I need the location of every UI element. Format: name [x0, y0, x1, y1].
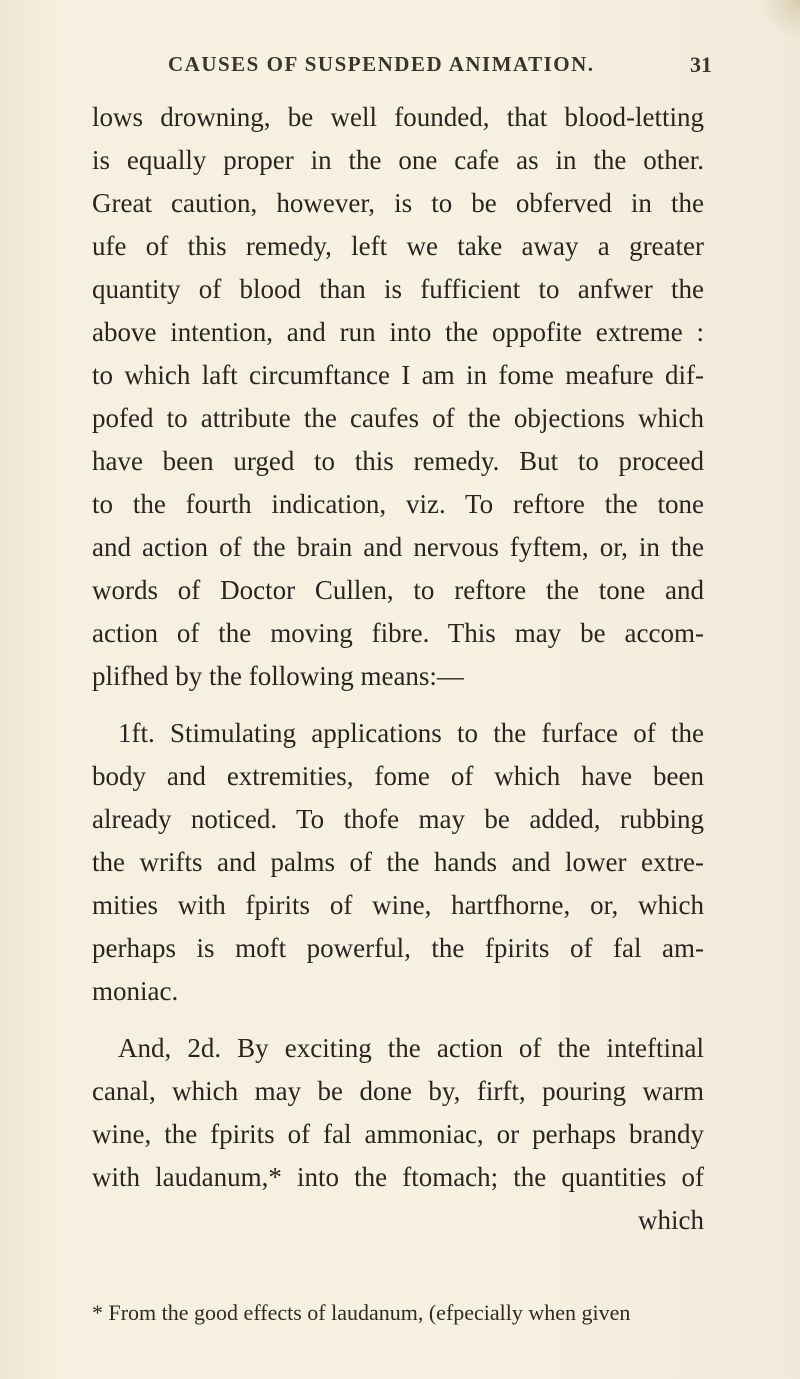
- text-line: to the fourth indication, viz. To reftore the tone: [92, 489, 704, 519]
- text-line: pofed to attribute the caufes of the objections which: [92, 403, 704, 433]
- text-line: quantity of blood than is fufficient to anfwer the: [92, 274, 704, 304]
- footnote: * From the good effects of laudanum, (efpecially when given: [92, 1300, 631, 1325]
- body-text: [92, 96, 704, 1242]
- page-corner-shading: [760, 0, 800, 40]
- text-line: canal, which may be done by, firft, pouring warm: [92, 1076, 704, 1106]
- paragraph-gap: [92, 698, 704, 712]
- text-line: ufe of this remedy, left we take away a greater: [92, 231, 704, 261]
- page-number: 31: [690, 52, 712, 77]
- text-line: already noticed. To thofe may be added, rubbing: [92, 804, 704, 834]
- text-line: the wrifts and palms of the hands and lower extre-: [92, 847, 704, 877]
- text-line: is equally proper in the one cafe as in the other.: [92, 145, 704, 175]
- text-line: with laudanum,* into the ftomach; the quantities of: [92, 1162, 704, 1192]
- text-line: to which laft circumftance I am in fome meafure dif-: [92, 360, 704, 390]
- running-head: [0, 52, 800, 82]
- text-line: wine, the fpirits of fal ammoniac, or perhaps brandy: [92, 1119, 704, 1149]
- text-line: lows drowning, be well founded, that blood-letting: [92, 102, 704, 132]
- text-line: above intention, and run into the oppofite extreme :: [92, 317, 704, 347]
- text-line: perhaps is moft powerful, the fpirits of fal am-: [92, 933, 704, 963]
- text-line: And, 2d. By exciting the action of the inteftinal: [118, 1033, 704, 1063]
- text-line: words of Doctor Cullen, to reftore the tone and: [92, 575, 704, 605]
- catchword: which: [638, 1205, 704, 1235]
- text-line: plifhed by the following means:—: [92, 661, 464, 691]
- text-line: 1ft. Stimulating applications to the furface of the: [118, 718, 704, 748]
- text-line: action of the moving fibre. This may be accom-: [92, 618, 704, 648]
- text-line: mities with fpirits of wine, hartfhorne, or, which: [92, 890, 704, 920]
- text-line: have been urged to this remedy. But to proceed: [92, 446, 704, 476]
- running-head-title: CAUSES OF SUSPENDED ANIMATION.: [168, 52, 595, 76]
- text-line: moniac.: [92, 976, 179, 1006]
- text-line: Great caution, however, is to be obferved in the: [92, 188, 704, 218]
- text-line: body and extremities, fome of which have been: [92, 761, 704, 791]
- text-line: and action of the brain and nervous fyftem, or, in the: [92, 532, 704, 562]
- paragraph-gap: [92, 1013, 704, 1027]
